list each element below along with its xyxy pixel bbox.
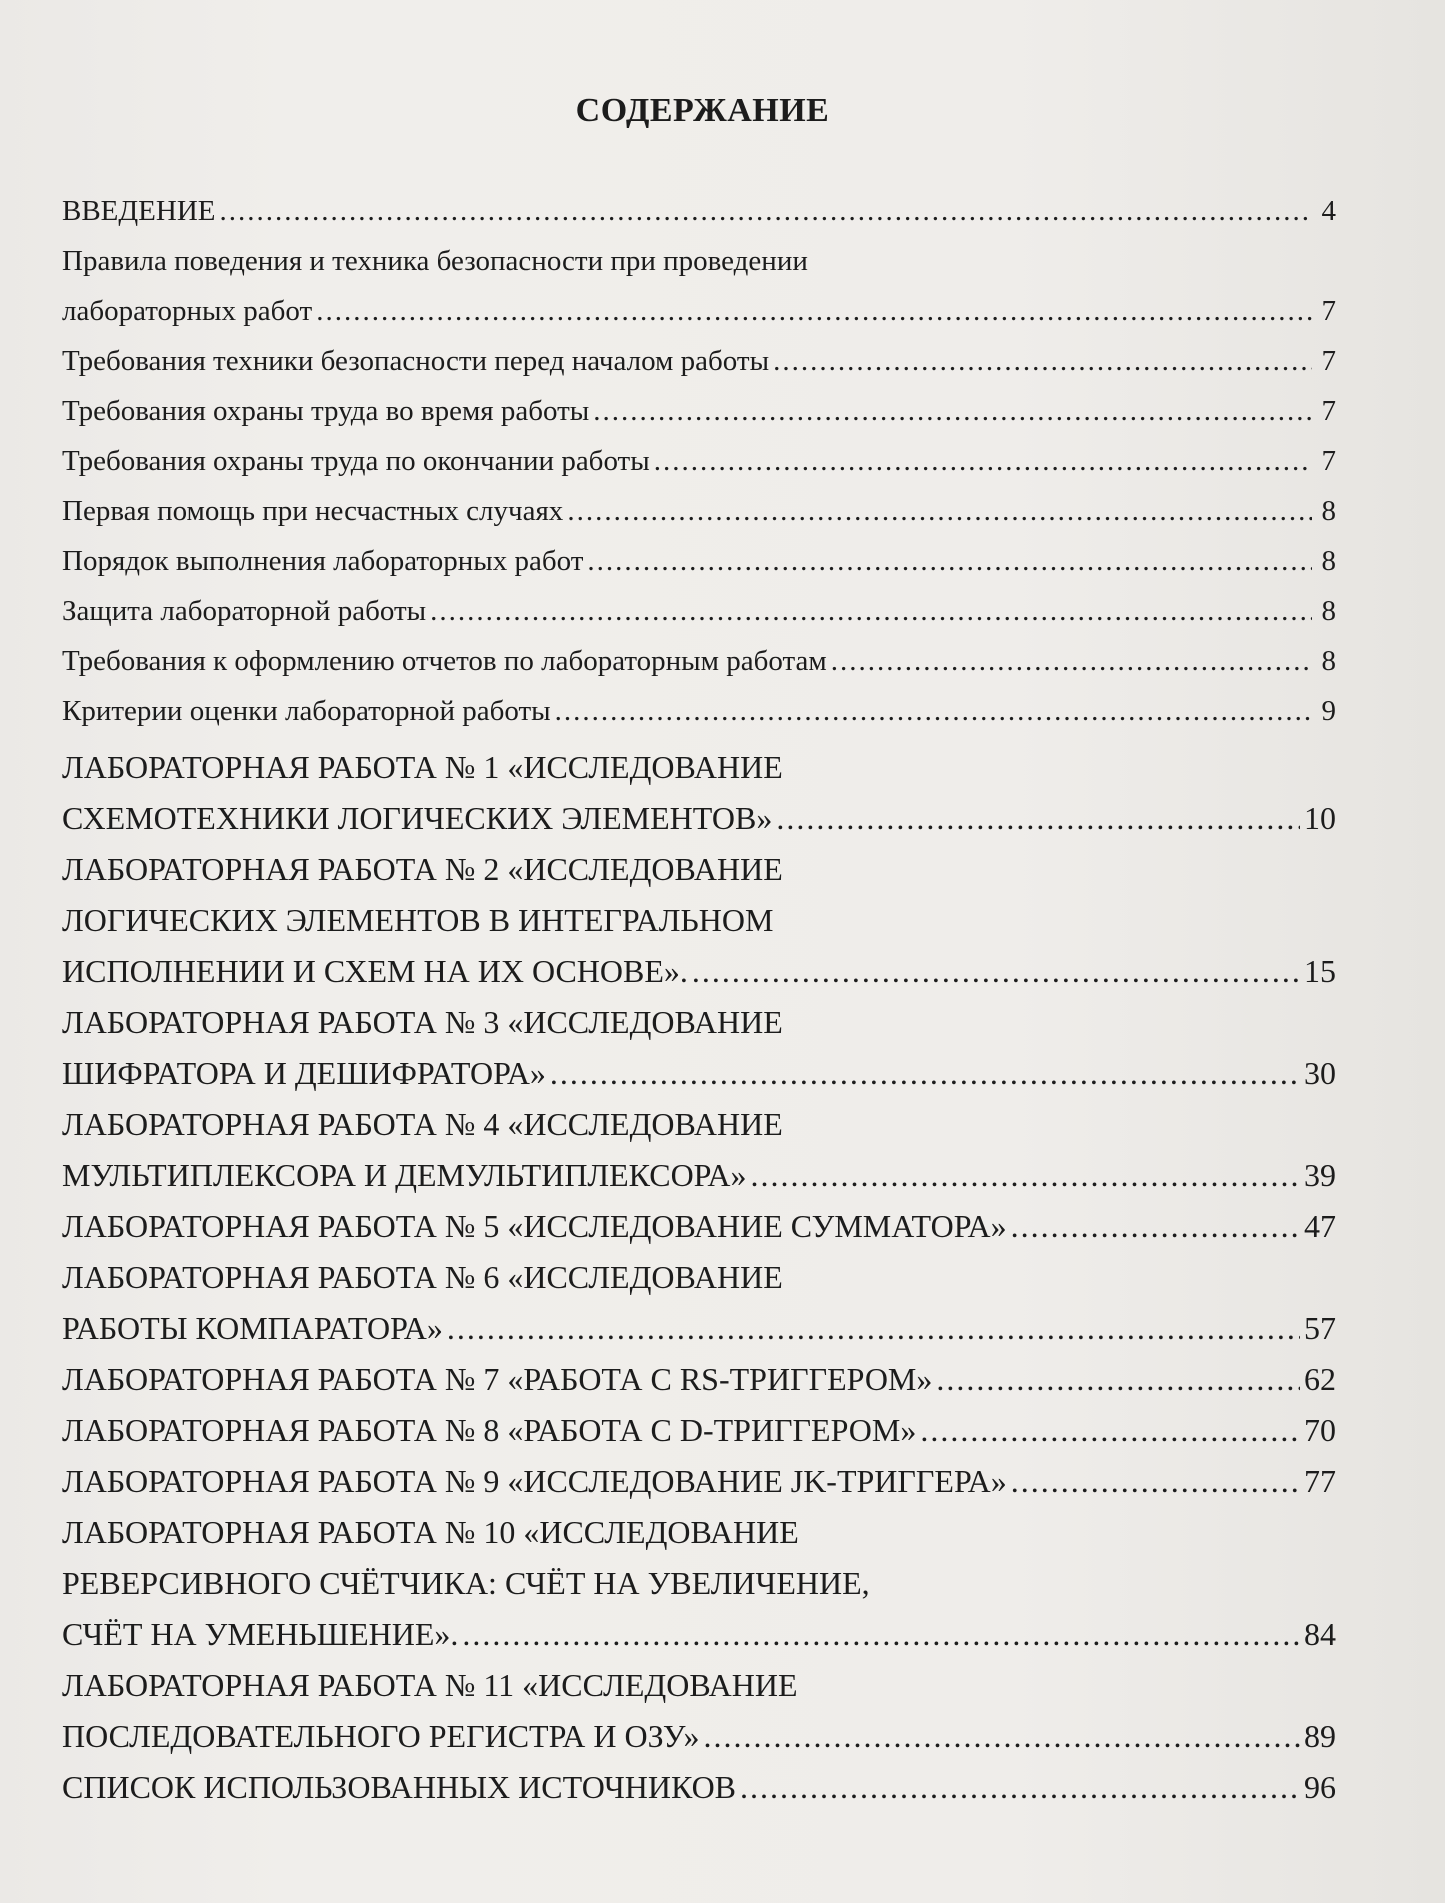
toc-entry-title: ЛАБОРАТОРНАЯ РАБОТА № 2 «ИССЛЕДОВАНИЕ bbox=[62, 851, 783, 887]
toc-entry-line bbox=[62, 536, 1336, 586]
toc-entry-title: Требования охраны труда во время работы bbox=[62, 395, 590, 427]
toc-page-number: 8 bbox=[1321, 495, 1336, 527]
toc-page-number: 70 bbox=[1304, 1412, 1336, 1448]
toc-entry-title: ШИФРАТОРА И ДЕШИФРАТОРА» bbox=[62, 1055, 546, 1091]
toc-entry-title: ЛАБОРАТОРНАЯ РАБОТА № 8 «РАБОТА С D-ТРИГГЕРОМ» bbox=[62, 1412, 917, 1448]
toc-entry bbox=[62, 1660, 1336, 1762]
toc-entry-line bbox=[62, 1507, 1336, 1558]
toc-entry bbox=[62, 1762, 1336, 1813]
toc-entry bbox=[62, 636, 1336, 686]
toc-entry-title: Критерии оценки лабораторной работы bbox=[62, 695, 551, 727]
toc-page-number: 8 bbox=[1321, 595, 1336, 627]
toc-entry-line bbox=[62, 1405, 1336, 1456]
toc-page-number: 7 bbox=[1321, 295, 1336, 327]
toc-page-number: 57 bbox=[1304, 1310, 1336, 1346]
toc-entry-title: РАБОТЫ КОМПАРАТОРА» bbox=[62, 1310, 443, 1346]
toc-entry-line bbox=[62, 1609, 1336, 1660]
toc-entry-line bbox=[62, 997, 1336, 1048]
toc-entry bbox=[62, 844, 1336, 997]
toc-page-number: 30 bbox=[1304, 1055, 1336, 1091]
toc-entry bbox=[62, 586, 1336, 636]
toc-entry-line bbox=[62, 236, 1336, 286]
toc-entry-title: МУЛЬТИПЛЕКСОРА И ДЕМУЛЬТИПЛЕКСОРА» bbox=[62, 1157, 747, 1193]
toc-entry bbox=[62, 742, 1336, 844]
toc-entry-title: Требования охраны труда по окончании работы bbox=[62, 445, 650, 477]
toc-entry-line bbox=[62, 1150, 1336, 1201]
dot-leader bbox=[567, 486, 1312, 536]
toc-entry-line bbox=[62, 1201, 1336, 1252]
toc-entry-line bbox=[62, 1660, 1336, 1711]
dot-leader bbox=[316, 286, 1312, 336]
toc-entry-line bbox=[62, 586, 1336, 636]
dot-leader bbox=[704, 1711, 1301, 1762]
dot-leader bbox=[555, 686, 1312, 736]
toc-entry bbox=[62, 386, 1336, 436]
toc-page-number: 10 bbox=[1304, 800, 1336, 836]
toc-page-number: 84 bbox=[1304, 1616, 1336, 1652]
toc-page-number: 8 bbox=[1321, 545, 1336, 577]
dot-leader bbox=[654, 436, 1312, 486]
toc-entry bbox=[62, 1099, 1336, 1201]
toc-entry-line bbox=[62, 1558, 1336, 1609]
toc-entry-title: ИСПОЛНЕНИИ И СХЕМ НА ИХ ОСНОВЕ». bbox=[62, 953, 688, 989]
toc-entry-line bbox=[62, 336, 1336, 386]
dot-leader bbox=[936, 1354, 1300, 1405]
dot-leader bbox=[740, 1762, 1300, 1813]
toc-entry-title: ЛОГИЧЕСКИХ ЭЛЕМЕНТОВ В ИНТЕГРАЛЬНОМ bbox=[62, 902, 774, 938]
dot-leader bbox=[776, 793, 1300, 844]
toc-entry-line bbox=[62, 186, 1336, 236]
toc-entry bbox=[62, 1405, 1336, 1456]
toc-entry-line bbox=[62, 844, 1336, 895]
toc-entry bbox=[62, 1507, 1336, 1660]
toc-entry-line bbox=[62, 946, 1336, 997]
toc-page-number: 77 bbox=[1304, 1463, 1336, 1499]
toc-entry bbox=[62, 1456, 1336, 1507]
toc-entry-title: ЛАБОРАТОРНАЯ РАБОТА № 3 «ИССЛЕДОВАНИЕ bbox=[62, 1004, 783, 1040]
toc-page-number: 8 bbox=[1321, 645, 1336, 677]
toc-entry-title: Первая помощь при несчастных случаях bbox=[62, 495, 564, 527]
toc-entry-line bbox=[62, 636, 1336, 686]
toc-entry-title: Правила поведения и техника безопасности при проведении bbox=[62, 245, 808, 277]
toc-entry-line bbox=[62, 1048, 1336, 1099]
toc-entry-title: ЛАБОРАТОРНАЯ РАБОТА № 9 «ИССЛЕДОВАНИЕ JK-ТРИГГЕРА» bbox=[62, 1463, 1007, 1499]
toc-entry-line bbox=[62, 1099, 1336, 1150]
toc-entry bbox=[62, 236, 1336, 336]
toc-entry bbox=[62, 436, 1336, 486]
toc-entry-title: лабораторных работ bbox=[62, 295, 313, 327]
toc-entry-line bbox=[62, 1762, 1336, 1813]
toc-entry bbox=[62, 536, 1336, 586]
toc-entry-line bbox=[62, 1252, 1336, 1303]
toc-entry bbox=[62, 997, 1336, 1099]
toc-entry-title: Требования техники безопасности перед началом работы bbox=[62, 345, 770, 377]
dot-leader bbox=[462, 1609, 1300, 1660]
page-title: СОДЕРЖАНИЕ bbox=[575, 92, 830, 129]
toc-entry-line bbox=[62, 742, 1336, 793]
toc-entry-title: СПИСОК ИСПОЛЬЗОВАННЫХ ИСТОЧНИКОВ bbox=[62, 1769, 737, 1805]
toc-page-number: 7 bbox=[1321, 345, 1336, 377]
dot-leader bbox=[593, 386, 1312, 436]
dot-leader bbox=[692, 946, 1300, 997]
dot-leader bbox=[1011, 1456, 1300, 1507]
toc-page-number: 39 bbox=[1304, 1157, 1336, 1193]
toc-entry-line bbox=[62, 895, 1336, 946]
toc-entry-title: ЛАБОРАТОРНАЯ РАБОТА № 6 «ИССЛЕДОВАНИЕ bbox=[62, 1259, 783, 1295]
toc-entry-title: ВВЕДЕНИЕ bbox=[62, 195, 216, 227]
toc-entry bbox=[62, 486, 1336, 536]
toc-entry-title: Порядок выполнения лабораторных работ bbox=[62, 545, 584, 577]
toc-page-number: 4 bbox=[1321, 195, 1336, 227]
dot-leader bbox=[773, 336, 1312, 386]
toc-entry-title: ЛАБОРАТОРНАЯ РАБОТА № 1 «ИССЛЕДОВАНИЕ bbox=[62, 749, 783, 785]
dot-leader bbox=[1011, 1201, 1300, 1252]
toc-entry-line bbox=[62, 436, 1336, 486]
dot-leader bbox=[430, 586, 1312, 636]
toc-entry-title: Защита лабораторной работы bbox=[62, 595, 427, 627]
toc-entry-title: ЛАБОРАТОРНАЯ РАБОТА № 11 «ИССЛЕДОВАНИЕ bbox=[62, 1667, 798, 1703]
toc-page-number: 9 bbox=[1321, 695, 1336, 727]
toc-entry-line bbox=[62, 386, 1336, 436]
toc-entry-title: ЛАБОРАТОРНАЯ РАБОТА № 4 «ИССЛЕДОВАНИЕ bbox=[62, 1106, 783, 1142]
toc-entry-line bbox=[62, 1354, 1336, 1405]
toc-page-number: 96 bbox=[1304, 1769, 1336, 1805]
toc-entry-title: ЛАБОРАТОРНАЯ РАБОТА № 10 «ИССЛЕДОВАНИЕ bbox=[62, 1514, 799, 1550]
toc-entry-line bbox=[62, 793, 1336, 844]
toc-page-number: 7 bbox=[1321, 395, 1336, 427]
toc-page-number: 7 bbox=[1321, 445, 1336, 477]
dot-leader bbox=[587, 536, 1312, 586]
toc-entry-line bbox=[62, 286, 1336, 336]
dot-leader bbox=[447, 1303, 1300, 1354]
dot-leader bbox=[920, 1405, 1300, 1456]
toc-page-number: 89 bbox=[1304, 1718, 1336, 1754]
toc-entry bbox=[62, 1354, 1336, 1405]
toc-page-number: 15 bbox=[1304, 953, 1336, 989]
toc-entry-title: СЧЁТ НА УМЕНЬШЕНИЕ». bbox=[62, 1616, 459, 1652]
toc-entry bbox=[62, 1201, 1336, 1252]
toc-entry bbox=[62, 186, 1336, 236]
dot-leader bbox=[220, 186, 1313, 236]
toc-entry-line bbox=[62, 486, 1336, 536]
toc-entry-title: ПОСЛЕДОВАТЕЛЬНОГО РЕГИСТРА И ОЗУ» bbox=[62, 1718, 700, 1754]
toc-entry-line bbox=[62, 686, 1336, 736]
table-of-contents bbox=[62, 186, 1336, 1813]
toc-entry-title: ЛАБОРАТОРНАЯ РАБОТА № 7 «РАБОТА С RS-ТРИГГЕРОМ» bbox=[62, 1361, 933, 1397]
toc-entry bbox=[62, 336, 1336, 386]
toc-entry-title: РЕВЕРСИВНОГО СЧЁТЧИКА: СЧЁТ НА УВЕЛИЧЕНИЕ, bbox=[62, 1565, 870, 1601]
toc-entry-title: ЛАБОРАТОРНАЯ РАБОТА № 5 «ИССЛЕДОВАНИЕ СУММАТОРА» bbox=[62, 1208, 1007, 1244]
toc-entry-title: Требования к оформлению отчетов по лабораторным работам bbox=[62, 645, 827, 677]
toc-entry bbox=[62, 1252, 1336, 1354]
toc-page-number: 62 bbox=[1304, 1361, 1336, 1397]
toc-entry-title: СХЕМОТЕХНИКИ ЛОГИЧЕСКИХ ЭЛЕМЕНТОВ» bbox=[62, 800, 773, 836]
toc-entry-line bbox=[62, 1456, 1336, 1507]
toc-page-number: 47 bbox=[1304, 1208, 1336, 1244]
dot-leader bbox=[831, 636, 1312, 686]
dot-leader bbox=[750, 1150, 1300, 1201]
toc-entry-line bbox=[62, 1711, 1336, 1762]
toc-entry-line bbox=[62, 1303, 1336, 1354]
dot-leader bbox=[550, 1048, 1300, 1099]
toc-entry bbox=[62, 686, 1336, 736]
